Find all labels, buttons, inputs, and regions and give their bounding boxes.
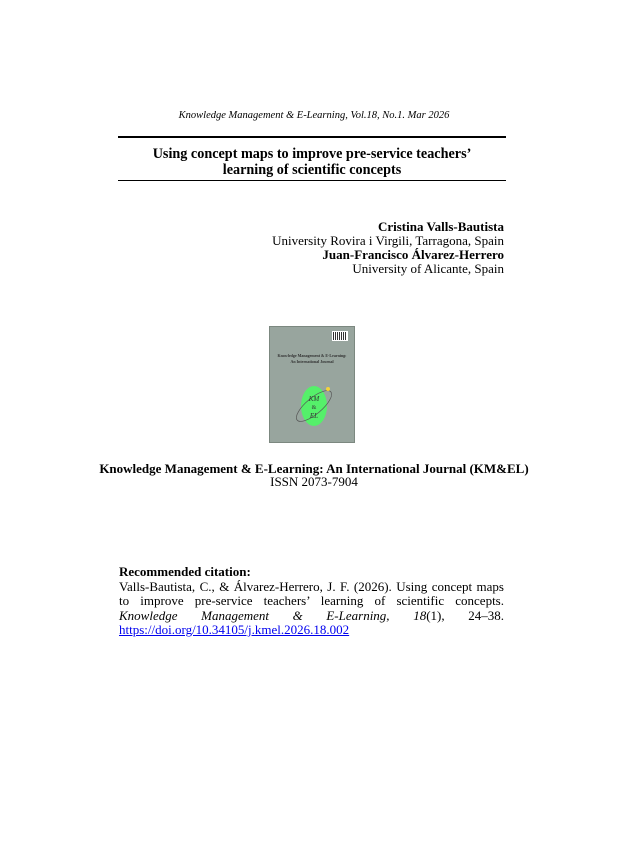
cover-title xyxy=(270,353,354,365)
doi-link[interactable]: https://doi.org/10.34105/j.kmel.2026.18.002 xyxy=(119,622,350,637)
citation-pages: 24–38. xyxy=(468,607,505,623)
recommended-citation xyxy=(119,565,504,638)
cover-title-line-1: Knowledge Management & E-Learning: xyxy=(277,353,347,358)
title-top-rule xyxy=(118,136,506,138)
journal-issn: ISSN 2073-7904 xyxy=(270,474,358,489)
citation-line-2: to improve pre-service teachers’ learning of scientific concepts. xyxy=(119,593,504,608)
running-head: Knowledge Management & E-Learning, Vol.18, No.1. Mar 2026 xyxy=(178,110,450,121)
svg-text:&: & xyxy=(311,405,317,411)
citation-volume: 18 xyxy=(413,607,427,623)
paper-title xyxy=(118,146,506,178)
svg-text:KM: KM xyxy=(308,395,320,403)
title-bottom-rule xyxy=(118,180,506,181)
barcode-icon xyxy=(332,331,348,341)
author-block xyxy=(272,220,504,276)
citation-line-3 xyxy=(119,609,504,624)
title-line-1: Using concept maps to improve pre-service teachers’ xyxy=(152,146,472,162)
citation-journal: Knowledge Management & E-Learning, xyxy=(119,607,390,623)
journal-cover-image xyxy=(269,326,355,443)
cover-title-line-2: An International Journal xyxy=(290,359,334,364)
author-name: Juan-Francisco Álvarez-Herrero xyxy=(322,247,504,262)
author-affiliation: University of Alicante, Spain xyxy=(352,261,504,276)
author-affiliation: University Rovira i Virgili, Tarragona, Spain xyxy=(272,233,504,248)
title-line-2: learning of scientific concepts xyxy=(222,162,402,178)
journal-name: Knowledge Management & E-Learning: An International Journal (KM&EL) xyxy=(99,461,529,476)
citation-line-1: Valls-Bautista, C., & Álvarez-Herrero, J. F. (2026). Using concept maps xyxy=(119,578,504,594)
citation-heading: Recommended citation: xyxy=(119,564,251,579)
citation-issue: (1), xyxy=(426,607,445,623)
svg-text:EL: EL xyxy=(309,412,319,420)
author-name: Cristina Valls-Bautista xyxy=(377,219,504,234)
kmel-logo-icon xyxy=(292,379,336,429)
